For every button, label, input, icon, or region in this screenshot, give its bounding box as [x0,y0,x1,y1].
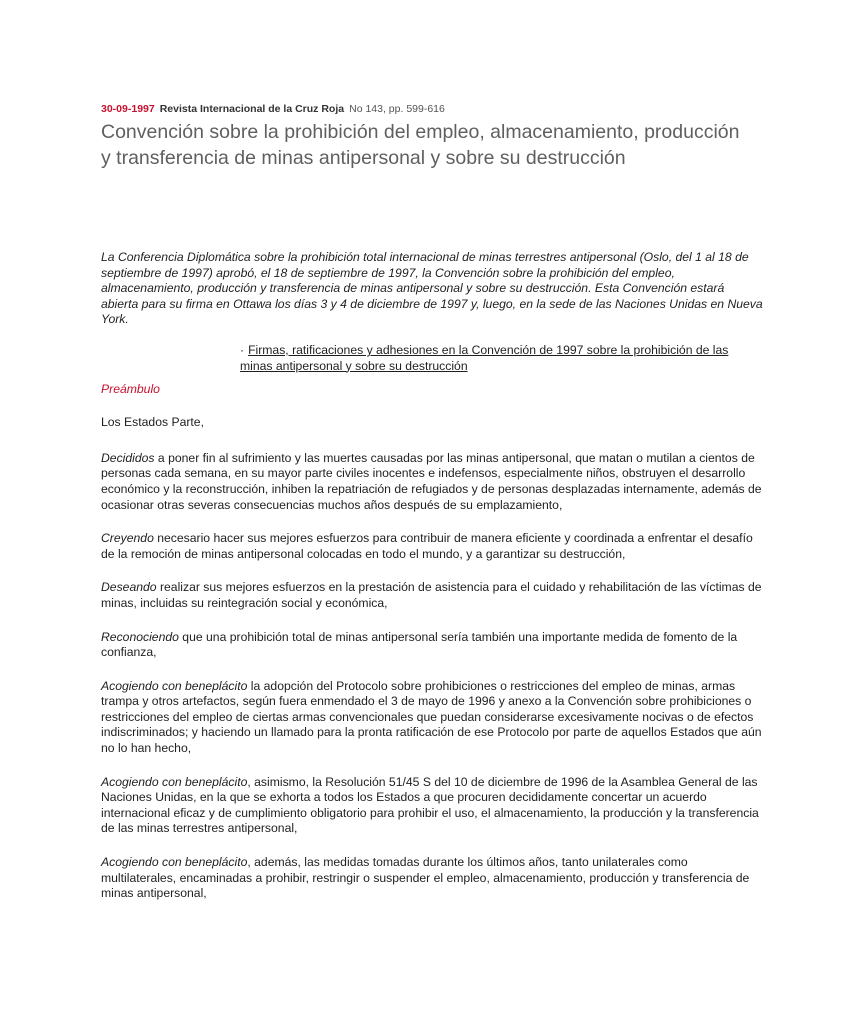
paragraph-text: a poner fin al sufrimiento y las muertes causadas por las minas antipersonal, que matan o mutilan a cientos de personas cada semana, en su mayor parte civiles inocentes e indefensos, especialmente niños, obstruyen el desarrollo económico y la reconstrucción, inhiben la repatriación de refugiados y de personas desplazadas internamente, además de ocasionar otras severas consecuencias muchos años después de su emplazamiento, [101,450,762,512]
preamble-heading: Preámbulo [101,382,160,397]
paragraph-text: que una prohibición total de minas antipersonal sería también una importante medida de fomento de la confianza, [101,629,738,660]
paragraph-text: , además, las medidas tomadas durante los últimos años, tanto unilaterales como multilaterales, encaminadas a prohibir, restringir o suspender el empleo, almacenamiento, producción y transferencia de minas antipersonal, [101,855,750,901]
intro-paragraph: La Conferencia Diplomática sobre la prohibición total internacional de minas terrestres antipersonal (Oslo, del 1 al 18 de septiembre de 1997) aprobó, el 18 de septiembre de 1997, la Convención sobre la prohibición del empleo, almacenamiento, producción y transferencia de minas antipersonal y sobre su destrucción. Esta Convención estará abierta para su firma en Ottawa los días 3 y 4 de diciembre de 1997 y, luego, en la sede de las Naciones Unidas en Nueva York. [101,250,763,327]
paragraph-lead: Decididos [101,450,155,465]
paragraph-lead: Creyendo [101,531,154,546]
journal-name: Revista Internacional de la Cruz Roja [159,103,345,115]
bullet-icon: · [240,342,245,357]
issue-reference: No 143, pp. 599-616 [349,103,445,115]
paragraph-text: necesario hacer sus mejores esfuerzos para contribuir de manera eficiente y coordinada a enfrentar el desafío de la remoción de minas antipersonal colocadas en todo el mundo, y a garantizar su destrucción, [101,531,753,561]
paragraph-lead: Acogiendo con beneplácito [101,774,248,789]
preamble-paragraph [101,630,763,661]
document-header [101,102,771,116]
preamble-paragraph [101,775,763,837]
document-page [101,102,771,902]
paragraph-lead: Deseando [101,580,157,595]
signatures-link[interactable]: Firmas, ratificaciones y adhesiones en la Convención de 1997 sobre la prohibición de las minas antipersonal y sobre su destrucción [240,342,729,373]
paragraph-text: realizar sus mejores esfuerzos en la prestación de asistencia para el cuidado y rehabilitación de las víctimas de minas, incluidas su reintegración social y económica, [101,580,762,610]
preamble-paragraph [101,580,763,611]
paragraph-text: la adopción del Protocolo sobre prohibiciones o restricciones del empleo de minas, armas trampa y otros artefactos, según fuera enmendado el 3 de mayo de 1996 y anexo a la Convención sobre prohibiciones o restricciones del empleo de ciertas armas convencionales que puedan considerarse excesivamente nocivas o de efectos indiscriminados; y haciendo un llamado para la pronta ratificación de ese Protocolo por parte de aquellos Estados que aún no lo han hecho, [101,678,762,756]
preamble-paragraph [101,531,763,562]
paragraph-lead: Acogiendo con beneplácito [101,678,248,693]
document-title: Convención sobre la prohibición del empleo, almacenamiento, producción y transferencia de minas antipersonal y sobre su destrucción [101,121,740,169]
signatures-link-block [240,343,740,374]
preamble-paragraph [101,451,763,513]
states-parties-line: Los Estados Parte, [101,415,204,430]
paragraph-lead: Acogiendo con beneplácito [101,855,248,870]
preamble-paragraph [101,855,763,902]
paragraph-text: , asimismo, la Resolución 51/45 S del 10 de diciembre de 1996 de la Asamblea General de las Naciones Unidas, en la que se exhorta a todos los Estados a que procuren decididamente concertar un acuerdo internacional eficaz y de cumplimiento obligatorio para prohibir el uso, el almacenamiento, la producción y la transferencia de las minas terrestres antipersonal, [101,774,759,836]
paragraph-lead: Reconociendo [101,629,179,644]
preamble-paragraph [101,679,763,757]
publication-date: 30-09-1997 [101,103,155,115]
